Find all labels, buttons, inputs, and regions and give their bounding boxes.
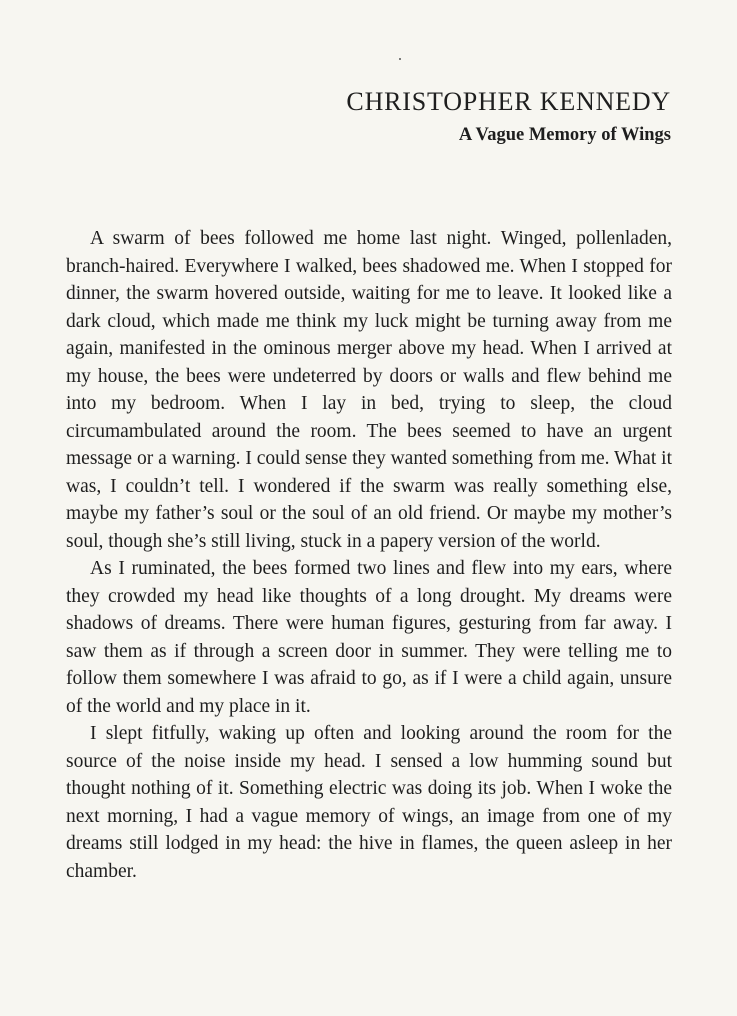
page-speck [399,58,401,60]
page-header [346,86,671,148]
paragraph-1: A swarm of bees followed me home last night. Winged, pollenladen, branch-haired. Everywhere I walked, bees shadowed me. When I stopped for dinner, the swarm hovered outside, waiting for me to leave. It looked like a dark cloud, which made me think my luck might be turning away from me again, manifested in the ominous merger above my head. When I arrived at my house, the bees were undeterred by doors or walls and flew behind me into my bedroom. When I lay in bed, trying to sleep, the cloud circumambulated around the room. The bees seemed to have an urgent message or a warning. I could sense they wanted something from me. What it was, I couldn’t tell. I wondered if the swarm was really something else, maybe my father’s soul or the soul of an old friend. Or maybe my mother’s soul, though she’s still living, stuck in a papery version of the world. [66,228,672,552]
piece-title: A Vague Memory of Wings [458,125,671,145]
prose-body [66,225,672,885]
paragraph-3: I slept fitfully, waking up often and looking around the room for the source of the noise inside my head. I sensed a low humming sound but thought nothing of it. Something electric was doing its job. When I woke the next morning, I had a vague memory of wings, an image from one of my dreams still lodged in my head: the hive in flames, the queen asleep in her chamber. [66,723,672,882]
paragraph-2: As I ruminated, the bees formed two lines and flew into my ears, where they crowded my head like thoughts of a long drought. My dreams were shadows of dreams. There were human figures, gesturing from far away. I saw them as if through a screen door in summer. They were telling me to follow them somewhere I was afraid to go, as if I were a child again, unsure of the world and my place in it. [66,558,672,717]
author-name: CHRISTOPHER KENNEDY [346,87,671,116]
